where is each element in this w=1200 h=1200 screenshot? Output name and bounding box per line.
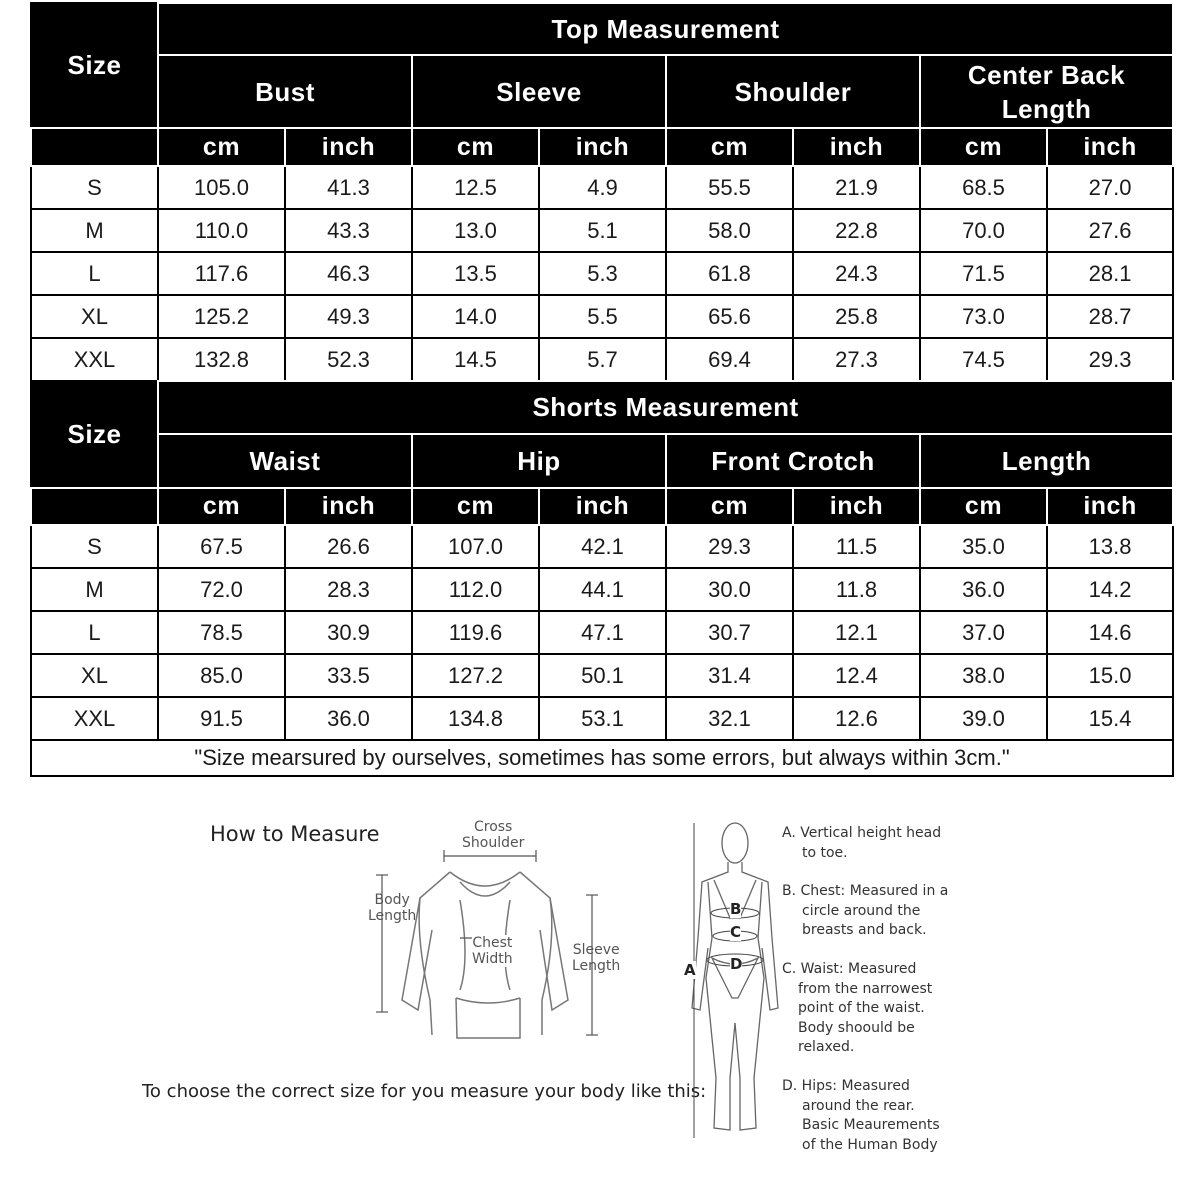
legend-line: B. Chest: Measured in a [782, 883, 949, 899]
legend-line: C. Waist: Measured [782, 961, 917, 977]
value-cell: 50.1 [539, 654, 666, 697]
value-cell: 14.2 [1047, 568, 1173, 611]
legend-line: from the narrowest [798, 980, 933, 997]
unit-header: cm [412, 488, 539, 525]
size-cell: XL [31, 654, 158, 697]
top-measurement-table [30, 2, 1174, 382]
table-row [31, 209, 1173, 252]
unit-header: cm [158, 128, 285, 166]
group-header-front-crotch: Front Crotch [666, 434, 920, 488]
label-line: Body [374, 892, 410, 908]
value-cell: 117.6 [158, 252, 285, 295]
value-cell: 27.3 [793, 338, 920, 381]
body-length-label [368, 892, 416, 924]
table-row [31, 654, 1173, 697]
value-cell: 32.1 [666, 697, 793, 740]
table-row [31, 295, 1173, 338]
value-cell: 13.8 [1047, 525, 1173, 568]
value-cell: 61.8 [666, 252, 793, 295]
unit-header: cm [158, 488, 285, 525]
value-cell: 36.0 [285, 697, 412, 740]
size-cell: L [31, 252, 158, 295]
group-header-center-back-length: Center Back Length [920, 55, 1173, 128]
size-cell: S [31, 525, 158, 568]
chest-width-label [472, 935, 513, 967]
value-cell: 134.8 [412, 697, 539, 740]
value-cell: 14.5 [412, 338, 539, 381]
size-cell: L [31, 611, 158, 654]
value-cell: 22.8 [793, 209, 920, 252]
table-row [31, 697, 1173, 740]
legend-line: Basic Meaurements [802, 1117, 940, 1133]
legend-line: A. Vertical height head [782, 825, 942, 841]
value-cell: 72.0 [158, 568, 285, 611]
legend-line: to toe. [802, 844, 848, 861]
value-cell: 14.0 [412, 295, 539, 338]
value-cell: 49.3 [285, 295, 412, 338]
value-cell: 69.4 [666, 338, 793, 381]
value-cell: 28.3 [285, 568, 412, 611]
label-line: Chest [472, 935, 513, 951]
label-line: Cross [473, 819, 513, 835]
value-cell: 46.3 [285, 252, 412, 295]
value-cell: 91.5 [158, 697, 285, 740]
legend-item-b [782, 882, 972, 941]
value-cell: 30.0 [666, 568, 793, 611]
unit-header: inch [793, 128, 920, 166]
value-cell: 29.3 [1047, 338, 1173, 381]
value-cell: 68.5 [920, 166, 1047, 209]
value-cell: 25.8 [793, 295, 920, 338]
size-header-blank [31, 488, 158, 525]
legend-item-c [782, 960, 972, 1058]
label-line: Width [472, 951, 513, 967]
size-header-blank [31, 128, 158, 166]
measurement-note: "Size mearsured by ourselves, sometimes has some errors, but always within 3cm." [31, 740, 1173, 776]
value-cell: 30.7 [666, 611, 793, 654]
group-header-bust: Bust [158, 55, 412, 128]
value-cell: 15.4 [1047, 697, 1173, 740]
marker-b: B [730, 900, 742, 918]
unit-header: inch [539, 488, 666, 525]
size-cell: M [31, 568, 158, 611]
unit-row [31, 128, 1173, 166]
table-row [31, 166, 1173, 209]
unit-header: inch [1047, 488, 1173, 525]
value-cell: 71.5 [920, 252, 1047, 295]
unit-header: inch [793, 488, 920, 525]
unit-header: inch [285, 128, 412, 166]
value-cell: 58.0 [666, 209, 793, 252]
table-title: Top Measurement [158, 3, 1173, 55]
measure-instruction: To choose the correct size for you measure your body like this: [142, 1081, 707, 1102]
legend-line: relaxed. [798, 1039, 855, 1055]
value-cell: 13.5 [412, 252, 539, 295]
value-cell: 28.1 [1047, 252, 1173, 295]
value-cell: 107.0 [412, 525, 539, 568]
value-cell: 26.6 [285, 525, 412, 568]
value-cell: 35.0 [920, 525, 1047, 568]
value-cell: 31.4 [666, 654, 793, 697]
value-cell: 65.6 [666, 295, 793, 338]
table-row [31, 252, 1173, 295]
value-cell: 78.5 [158, 611, 285, 654]
unit-header: cm [412, 128, 539, 166]
value-cell: 11.5 [793, 525, 920, 568]
table-row [31, 338, 1173, 381]
unit-header: inch [1047, 128, 1173, 166]
value-cell: 27.0 [1047, 166, 1173, 209]
label-line: Length [572, 958, 621, 974]
shorts-measurement-table [30, 380, 1174, 777]
value-cell: 5.1 [539, 209, 666, 252]
size-header: Size [31, 381, 158, 488]
marker-d: D [730, 955, 743, 973]
value-cell: 38.0 [920, 654, 1047, 697]
value-cell: 36.0 [920, 568, 1047, 611]
size-cell: XL [31, 295, 158, 338]
value-cell: 43.3 [285, 209, 412, 252]
unit-header: cm [666, 128, 793, 166]
cross-shoulder-label [462, 819, 524, 851]
sleeve-length-label [572, 942, 620, 974]
value-cell: 127.2 [412, 654, 539, 697]
size-header: Size [31, 3, 158, 128]
legend-item-a [782, 824, 972, 863]
value-cell: 5.7 [539, 338, 666, 381]
marker-c: C [730, 923, 742, 941]
group-header-shoulder: Shoulder [666, 55, 920, 128]
unit-row [31, 488, 1173, 525]
unit-header: cm [666, 488, 793, 525]
size-cell: S [31, 166, 158, 209]
legend-line: around the rear. [802, 1097, 915, 1114]
value-cell: 85.0 [158, 654, 285, 697]
value-cell: 73.0 [920, 295, 1047, 338]
value-cell: 53.1 [539, 697, 666, 740]
value-cell: 24.3 [793, 252, 920, 295]
legend-item-d [782, 1077, 972, 1155]
value-cell: 33.5 [285, 654, 412, 697]
legend-line: point of the waist. [798, 1000, 925, 1016]
group-header-waist: Waist [158, 434, 412, 488]
value-cell: 110.0 [158, 209, 285, 252]
legend-line: circle around the [802, 902, 921, 919]
value-cell: 29.3 [666, 525, 793, 568]
table-title: Shorts Measurement [158, 381, 1173, 434]
value-cell: 28.7 [1047, 295, 1173, 338]
value-cell: 44.1 [539, 568, 666, 611]
marker-a: A [684, 961, 696, 979]
value-cell: 12.4 [793, 654, 920, 697]
value-cell: 47.1 [539, 611, 666, 654]
value-cell: 30.9 [285, 611, 412, 654]
value-cell: 39.0 [920, 697, 1047, 740]
value-cell: 11.8 [793, 568, 920, 611]
label-line: Shoulder [462, 835, 525, 851]
value-cell: 41.3 [285, 166, 412, 209]
note-row [31, 740, 1173, 776]
value-cell: 5.3 [539, 252, 666, 295]
value-cell: 74.5 [920, 338, 1047, 381]
value-cell: 55.5 [666, 166, 793, 209]
how-to-measure-section [0, 780, 1200, 1200]
group-header-sleeve: Sleeve [412, 55, 666, 128]
legend-line: breasts and back. [802, 922, 927, 938]
group-header-hip: Hip [412, 434, 666, 488]
value-cell: 13.0 [412, 209, 539, 252]
value-cell: 132.8 [158, 338, 285, 381]
value-cell: 119.6 [412, 611, 539, 654]
size-cell: XXL [31, 338, 158, 381]
value-cell: 12.1 [793, 611, 920, 654]
legend-line: of the Human Body [802, 1136, 938, 1153]
label-line: Length [368, 908, 417, 924]
size-cell: XXL [31, 697, 158, 740]
value-cell: 12.5 [412, 166, 539, 209]
value-cell: 4.9 [539, 166, 666, 209]
value-cell: 15.0 [1047, 654, 1173, 697]
value-cell: 14.6 [1047, 611, 1173, 654]
value-cell: 70.0 [920, 209, 1047, 252]
value-cell: 42.1 [539, 525, 666, 568]
unit-header: inch [539, 128, 666, 166]
value-cell: 37.0 [920, 611, 1047, 654]
value-cell: 12.6 [793, 697, 920, 740]
unit-header: inch [285, 488, 412, 525]
value-cell: 21.9 [793, 166, 920, 209]
body-figure-icon [680, 818, 780, 1163]
value-cell: 67.5 [158, 525, 285, 568]
table-row [31, 611, 1173, 654]
value-cell: 125.2 [158, 295, 285, 338]
value-cell: 27.6 [1047, 209, 1173, 252]
how-to-measure-title: How to Measure [210, 822, 380, 846]
label-line: Sleeve [572, 942, 620, 958]
unit-header: cm [920, 128, 1047, 166]
value-cell: 52.3 [285, 338, 412, 381]
legend-line: Body shoould be [798, 1019, 915, 1036]
table-row [31, 568, 1173, 611]
unit-header: cm [920, 488, 1047, 525]
value-cell: 5.5 [539, 295, 666, 338]
value-cell: 112.0 [412, 568, 539, 611]
size-cell: M [31, 209, 158, 252]
value-cell: 105.0 [158, 166, 285, 209]
table-row [31, 525, 1173, 568]
group-header-length: Length [920, 434, 1173, 488]
legend-line: D. Hips: Measured [782, 1078, 910, 1094]
